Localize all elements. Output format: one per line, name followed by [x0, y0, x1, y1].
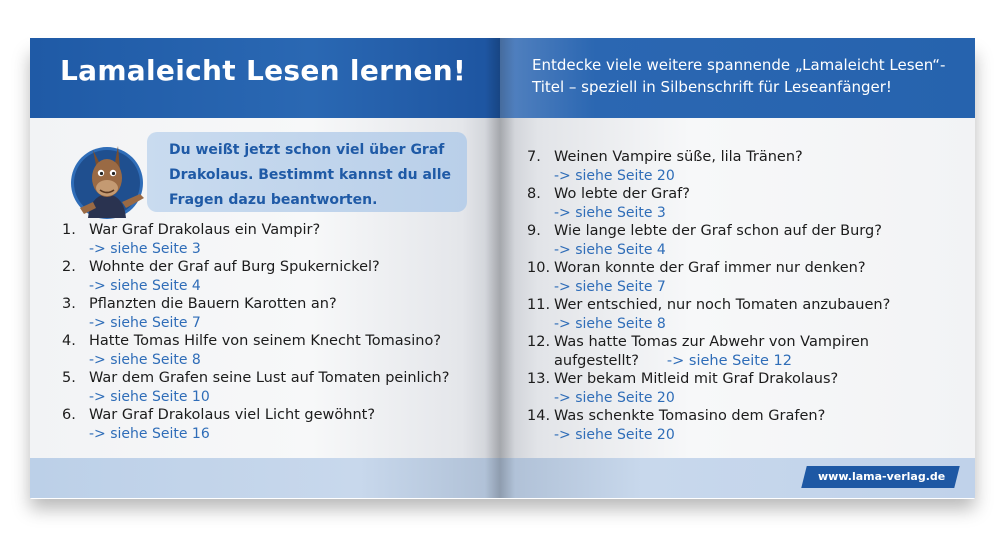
list-item — [62, 369, 492, 406]
question-text: Weinen Vampire süße, lila Tränen? — [554, 149, 803, 165]
question-text: War Graf Drakolaus ein Vampir? — [89, 222, 321, 238]
list-item — [62, 406, 492, 443]
question-text: Was schenkte Tomasino dem Grafen? — [554, 408, 826, 424]
list-item — [527, 185, 967, 222]
page-reference: -> siehe Seite 4 — [554, 241, 666, 258]
question-text: Wo lebte der Graf? — [554, 186, 690, 202]
page-title: Lamaleicht Lesen lernen! — [60, 54, 467, 87]
page-reference: -> siehe Seite 7 — [89, 314, 201, 331]
question-text-line2: aufgestellt? — [554, 352, 639, 369]
page-reference: -> siehe Seite 8 — [89, 351, 201, 368]
question-text: Woran konnte der Graf immer nur denken? — [554, 260, 866, 276]
question-text: Pflanzten die Bauern Karotten an? — [89, 296, 337, 312]
question-text: Hatte Tomas Hilfe von seinem Knecht Tomasino? — [89, 333, 442, 349]
page-reference: -> siehe Seite 3 — [89, 240, 201, 257]
question-list-left — [62, 221, 492, 443]
question-number: 6. — [62, 407, 76, 423]
page-reference: -> siehe Seite 7 — [554, 278, 666, 295]
left-page — [30, 38, 500, 498]
page-reference: -> siehe Seite 4 — [89, 277, 201, 294]
list-item — [527, 370, 967, 407]
question-text: Wer bekam Mitleid mit Graf Drakolaus? — [554, 371, 839, 387]
question-number: 11. — [527, 297, 551, 313]
page-reference: -> siehe Seite 20 — [554, 426, 675, 443]
book-fold — [485, 38, 515, 498]
list-item — [62, 221, 492, 258]
question-number: 10. — [527, 260, 551, 276]
list-item — [527, 148, 967, 185]
question-number: 13. — [527, 371, 551, 387]
page-reference: -> siehe Seite 10 — [89, 388, 210, 405]
list-item — [527, 222, 967, 259]
publisher-url-link[interactable] — [801, 466, 960, 488]
list-item — [527, 259, 967, 296]
series-promo-text: Entdecke viele weitere spannende „Lamaleicht Lesen“-Titel – speziell in Silbenschrift für Leseanfänger! — [532, 56, 946, 96]
question-number: 3. — [62, 296, 76, 312]
question-number: 4. — [62, 333, 76, 349]
list-item — [527, 407, 967, 444]
right-page — [500, 38, 975, 498]
question-number: 9. — [527, 223, 541, 239]
list-item — [527, 333, 967, 370]
question-list-right — [527, 148, 967, 444]
list-item — [62, 332, 492, 369]
question-text: Wohnte der Graf auf Burg Spukernickel? — [89, 259, 380, 275]
question-text: Was hatte Tomas zur Abwehr von Vampiren — [554, 334, 869, 350]
question-number: 12. — [527, 334, 551, 350]
page-reference: -> siehe Seite 12 — [666, 352, 792, 369]
publisher-url-text: www.lama-verlag.de — [817, 470, 945, 483]
question-number: 1. — [62, 222, 76, 238]
question-number: 2. — [62, 259, 76, 275]
intro-callout-text: Du weißt jetzt schon viel über Graf Drakolaus. Bestimmt kannst du alle Fragen dazu beantworten. — [169, 142, 451, 208]
list-item — [62, 258, 492, 295]
question-number: 5. — [62, 370, 76, 386]
question-text-continued — [527, 352, 967, 371]
question-text: War dem Grafen seine Lust auf Tomaten peinlich? — [89, 370, 450, 386]
page-reference: -> siehe Seite 16 — [89, 425, 210, 442]
page-reference: -> siehe Seite 3 — [554, 204, 666, 221]
question-number: 7. — [527, 149, 541, 165]
question-number: 8. — [527, 186, 541, 202]
page-reference: -> siehe Seite 20 — [554, 389, 675, 406]
question-number: 14. — [527, 408, 551, 424]
question-text: Wie lange lebte der Graf schon auf der Burg? — [554, 223, 882, 239]
left-footer-band — [30, 458, 500, 498]
question-text: Wer entschied, nur noch Tomaten anzubauen? — [554, 297, 891, 313]
page-reference: -> siehe Seite 8 — [554, 315, 666, 332]
page-reference: -> siehe Seite 20 — [554, 167, 675, 184]
question-text: War Graf Drakolaus viel Licht gewöhnt? — [89, 407, 376, 423]
intro-callout — [147, 132, 467, 212]
list-item — [62, 295, 492, 332]
list-item — [527, 296, 967, 333]
